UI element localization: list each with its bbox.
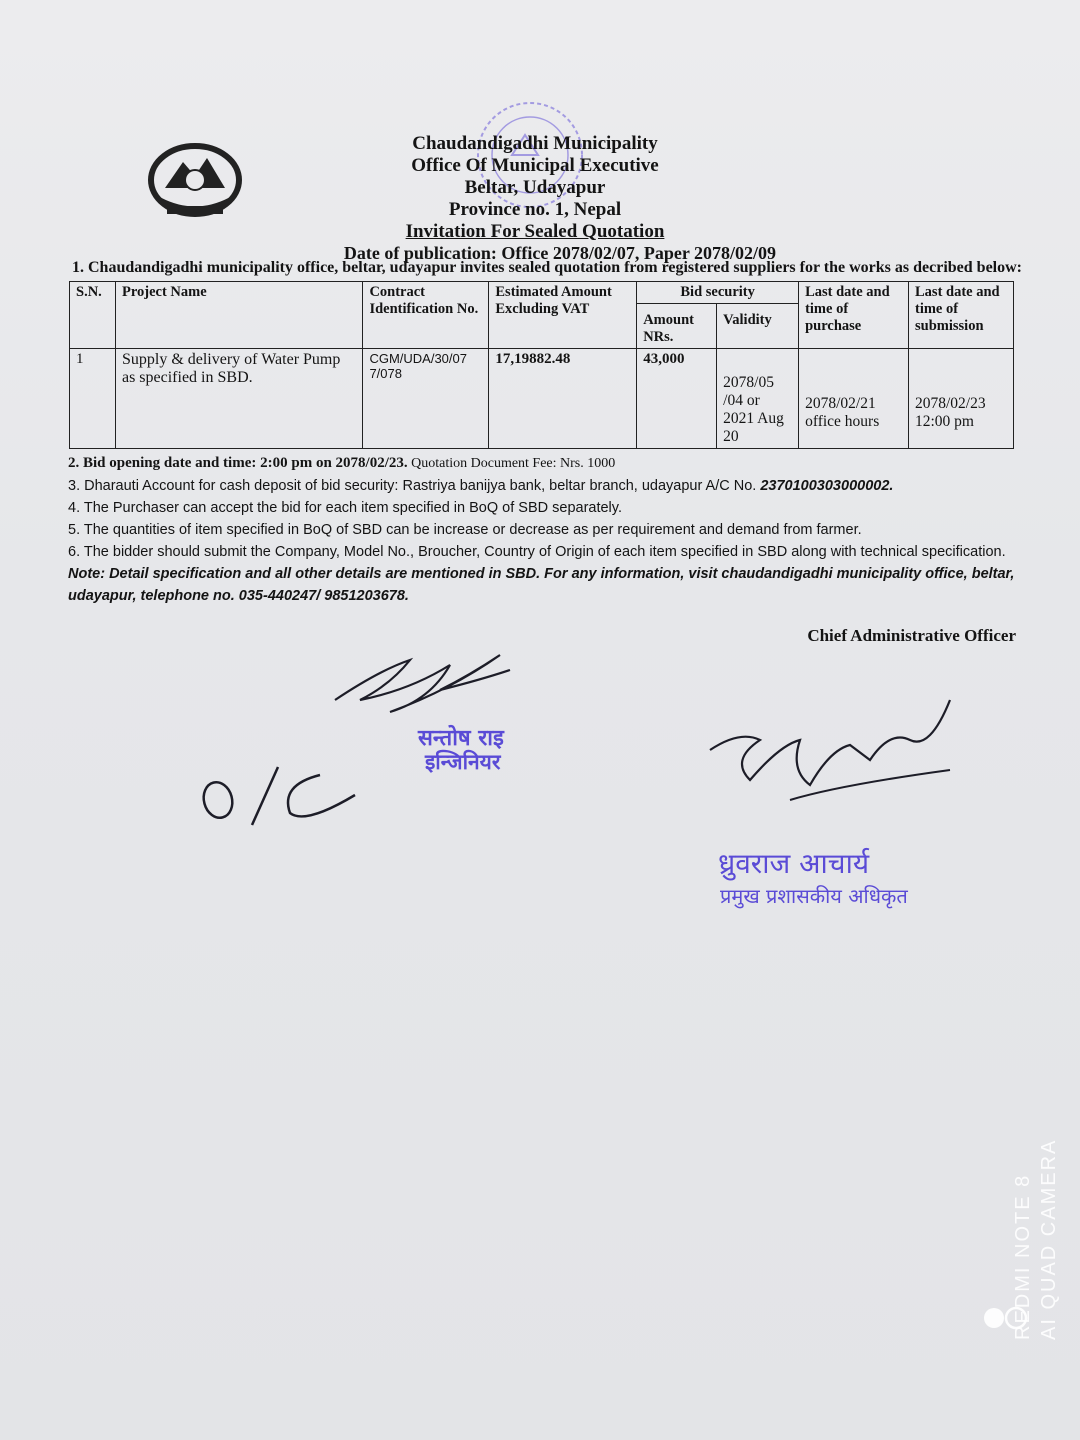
header-purchase-deadline: Last date and time of purchase [799, 282, 909, 349]
document-title: Invitation For Sealed Quotation [405, 221, 665, 242]
note-item: 6. The bidder should submit the Company, Model No., Broucher, Country of Origin of each item specified in SBD along with technical specification. [68, 544, 1006, 560]
office-name: Office Of Municipal Executive [411, 155, 659, 176]
office-address: Beltar, Udayapur [464, 177, 606, 198]
submission-time: 12:00 pm [915, 412, 974, 430]
nepal-emblem-icon [145, 140, 245, 220]
header-validity: Validity [717, 304, 799, 349]
province: Province no. 1, Nepal [448, 199, 622, 220]
officer-name-stamp: ध्रुवराज आचार्य [718, 847, 870, 880]
note-item [68, 452, 1018, 475]
document-fee-text: Quotation Document Fee: Nrs. 1000 [407, 456, 616, 471]
oc-handwriting [190, 755, 370, 835]
cell-project-name: Supply & delivery of Water Pump as specified in SBD. [115, 349, 362, 449]
cell-estimated-amount: 17,19882.48 [489, 349, 637, 449]
table-header-row [70, 282, 1014, 304]
note-item [68, 475, 1018, 497]
header-project-name: Project Name [115, 282, 362, 349]
engineer-title-stamp: इन्जिनियर [425, 750, 501, 774]
cell-bid-amount: 43,000 [637, 349, 717, 449]
bid-opening-text: 2. Bid opening date and time: 2:00 pm on 2078/02/23. [68, 455, 408, 471]
officer-title-stamp: प्रमुख प्रशासकीय अधिकृत [720, 884, 908, 908]
camera-logo-icon [982, 1298, 1032, 1338]
header-estimated-amount: Estimated Amount Excluding VAT [489, 282, 637, 349]
engineer-signature [320, 630, 520, 730]
engineer-name-stamp: सन्तोष राइ [418, 726, 504, 751]
note-detail: Note: Detail specification and all other details are mentioned in SBD. For any information, visit chaudandigadhi municipality office, beltar, udayapur, telephone no. 035-440247/ 9851203678. [68, 566, 1015, 604]
account-text: 3. Dharauti Account for cash deposit of bid security: Rastriya banijya bank, beltar branch, udayapur A/C No. [68, 478, 761, 494]
header-bid-security: Bid security [637, 282, 799, 304]
purchase-time: office hours [805, 412, 880, 430]
notes-list [68, 452, 1018, 607]
cell-validity: 2078/05 /04 or 2021 Aug 20 [717, 349, 799, 449]
account-number: 2370100303000002. [760, 478, 894, 494]
cell-submission-deadline [909, 349, 1014, 449]
cell-sn: 1 [70, 349, 116, 449]
submission-date: 2078/02/23 [915, 394, 986, 412]
cell-contract-id: CGM/UDA/30/07 7/078 [363, 349, 489, 449]
purchase-date: 2078/02/21 [805, 394, 876, 412]
note-item: 5. The quantities of item specified in BoQ of SBD can be increase or decrease as per requirement and demand from farmer. [68, 522, 862, 538]
officer-signature [700, 690, 980, 820]
quotation-table [69, 281, 1014, 449]
publication-date: Date of publication: Office 2078/02/07, Paper 2078/02/09 [343, 243, 777, 263]
table-row [70, 349, 1014, 449]
cell-purchase-deadline [799, 349, 909, 449]
header-submission-deadline: Last date and time of submission [909, 282, 1014, 349]
watermark-line1: REDMI NOTE 8 [1012, 1173, 1034, 1340]
header-amount: Amount NRs. [637, 304, 717, 349]
intro-paragraph: 1. Chaudandigadhi municipality office, beltar, udayapur invites sealed quotation from registered suppliers for the works as decribed below: [72, 259, 1022, 276]
header-sn: S.N. [70, 282, 116, 349]
header-contract-id: Contract Identification No. [363, 282, 489, 349]
letterhead [300, 133, 770, 243]
municipality-name: Chaudandigadhi Municipality [412, 133, 658, 154]
signatory-title: Chief Administrative Officer [807, 626, 1016, 645]
note-item: 4. The Purchaser can accept the bid for each item specified in BoQ of SBD separately. [68, 500, 622, 516]
watermark-line2: AI QUAD CAMERA [1038, 1138, 1060, 1340]
